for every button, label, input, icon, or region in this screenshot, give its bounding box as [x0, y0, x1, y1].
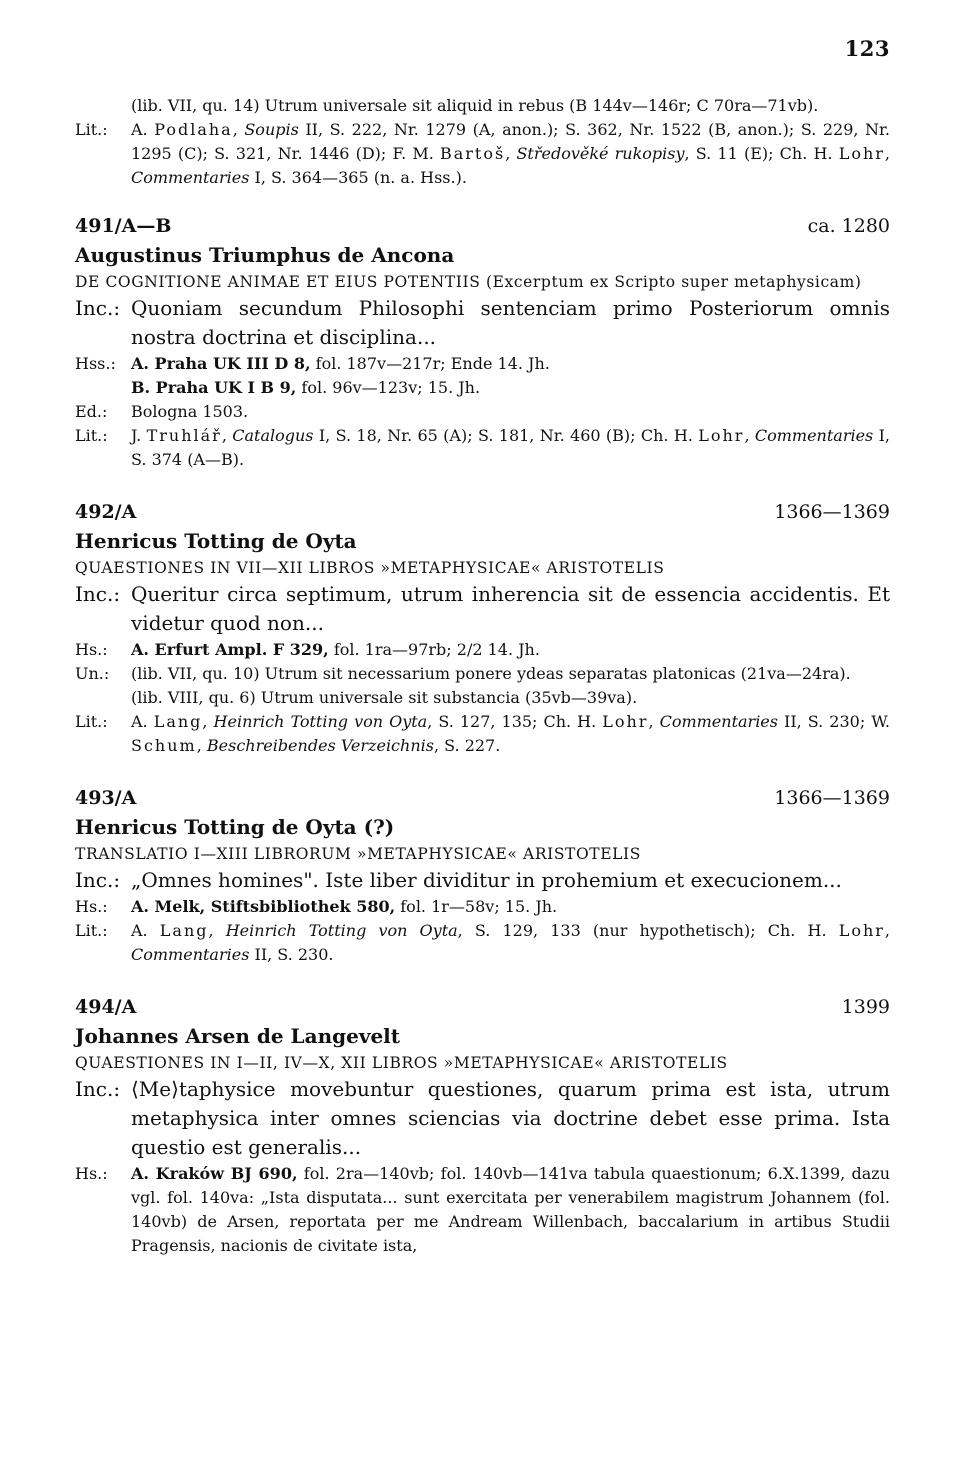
- entry-author: Henricus Totting de Oyta (?): [75, 815, 395, 839]
- entry-header: [75, 498, 890, 526]
- entry-title: TRANSLATIO I—XIII LIBRORUM »METAPHYSICAE« ARISTOTELIS: [75, 845, 641, 863]
- literature: Lit.: A. Lang, Heinrich Totting von Oyta, S. 129, 133 (nur hypothetisch); Ch. H. Lohr, Commentaries II, S. 230.: [75, 921, 890, 964]
- literature: Lit.: J. Truhlář, Catalogus I, S. 18, Nr. 65 (A); S. 181, Nr. 460 (B); Ch. H. Lohr, Commentaries I, S. 374 (A—B).: [75, 426, 891, 469]
- entry-number: 494/A: [75, 996, 137, 1018]
- entry-title: QUAESTIONES IN VII—XII LIBROS »METAPHYSICAE« ARISTOTELIS: [75, 559, 665, 577]
- entry-header: [75, 784, 890, 812]
- page-number: 123: [844, 36, 890, 61]
- entry-date: 1399: [841, 996, 890, 1018]
- entry-author: Johannes Arsen de Langevelt: [75, 1024, 400, 1048]
- entry-number: 493/A: [75, 787, 137, 809]
- manuscripts: B. Praha UK I B 9, fol. 96v—123v; 15. Jh.: [131, 378, 481, 397]
- entry-title: QUAESTIONES IN I—II, IV—X, XII LIBROS »METAPHYSICAE« ARISTOTELIS: [75, 1054, 728, 1072]
- catalog-page: [75, 36, 890, 1258]
- entry-491: [75, 212, 890, 472]
- manuscripts: Hss.: A. Praha UK III D 8, fol. 187v—217r; Ende 14. Jh.: [75, 354, 550, 373]
- unedited-questions: (lib. VIII, qu. 6) Utrum universale sit substancia (35vb—39va).: [131, 688, 638, 707]
- entry-date: 1366—1369: [774, 787, 890, 809]
- entry-number: 491/A—B: [75, 215, 172, 237]
- manuscripts: Hs.: A. Erfurt Ampl. F 329, fol. 1ra—97rb; 2/2 14. Jh.: [75, 640, 540, 659]
- entry-author: Henricus Totting de Oyta: [75, 529, 357, 553]
- unedited-questions: Un.: (lib. VII, qu. 10) Utrum sit necessarium ponere ydeas separatas platonicas (21va—24ra).: [75, 664, 851, 683]
- intro-literature: Lit.: A. Podlaha, Soupis II, S. 222, Nr. 1279 (A, anon.); S. 362, Nr. 1522 (B, anon.); S. 229, Nr. 1295 (C); S. 321, Nr. 1446 (D); F. M. Bartoš, Středověké rukopisy, S. 11 (E); Ch. H. Lohr, Commentaries I, S. 364—365 (n. a. Hss.).: [75, 120, 890, 187]
- entry-date: 1366—1369: [774, 501, 890, 523]
- manuscripts: Hs.: A. Kraków BJ 690, fol. 2ra—140vb; fol. 140vb—141va tabula quaestionum; 6.X.1399, dazu vgl. fol. 140va: „Ista disputata... sunt exercitata per venerabilem magistrum Johannem (fol. 140vb) de Arsen, reportata per me Andream Willenbach, baccalarium in artibus Studii Pragensis, nacionis de civitate ista,: [75, 1164, 890, 1255]
- incipit: Inc.: „Omnes homines". Iste liber dividitur in prohemium et execucionem...: [75, 868, 842, 892]
- incipit: Inc.: ⟨Me⟩taphysice movebuntur questiones, quarum prima est ista, utrum metaphysica inter omnes sciencias via doctrine debet esse prima. Ista questio est generalis...: [75, 1077, 890, 1159]
- entry-title: DE COGNITIONE ANIMAE ET EIUS POTENTIIS (Excerptum ex Scripto super metaphysicam): [75, 273, 862, 291]
- manuscripts: Hs.: A. Melk, Stiftsbibliothek 580, fol. 1r—58v; 15. Jh.: [75, 897, 558, 916]
- intro-question: (lib. VII, qu. 14) Utrum universale sit aliquid in rebus (B 144v—146r; C 70ra—71vb).: [131, 96, 819, 115]
- entry-header: [75, 212, 890, 240]
- entry-493: [75, 784, 890, 967]
- entry-number: 492/A: [75, 501, 137, 523]
- entry-author: Augustinus Triumphus de Ancona: [75, 243, 455, 267]
- entry-492: [75, 498, 890, 758]
- entry-date: ca. 1280: [807, 215, 890, 237]
- incipit: Inc.: Quoniam secundum Philosophi sentenciam primo Posteriorum omnis nostra doctrina et disciplina...: [75, 296, 890, 349]
- literature: Lit.: A. Lang, Heinrich Totting von Oyta, S. 127, 135; Ch. H. Lohr, Commentaries II, S. 230; W. Schum, Beschreibendes Verzeichnis, S. 227.: [75, 712, 890, 755]
- entry-494: [75, 993, 890, 1258]
- edition: Ed.: Bologna 1503.: [75, 402, 249, 421]
- entry-header: [75, 993, 890, 1021]
- incipit: Inc.: Queritur circa septimum, utrum inherencia sit de essencia accidentis. Et videtur quod non...: [75, 582, 890, 635]
